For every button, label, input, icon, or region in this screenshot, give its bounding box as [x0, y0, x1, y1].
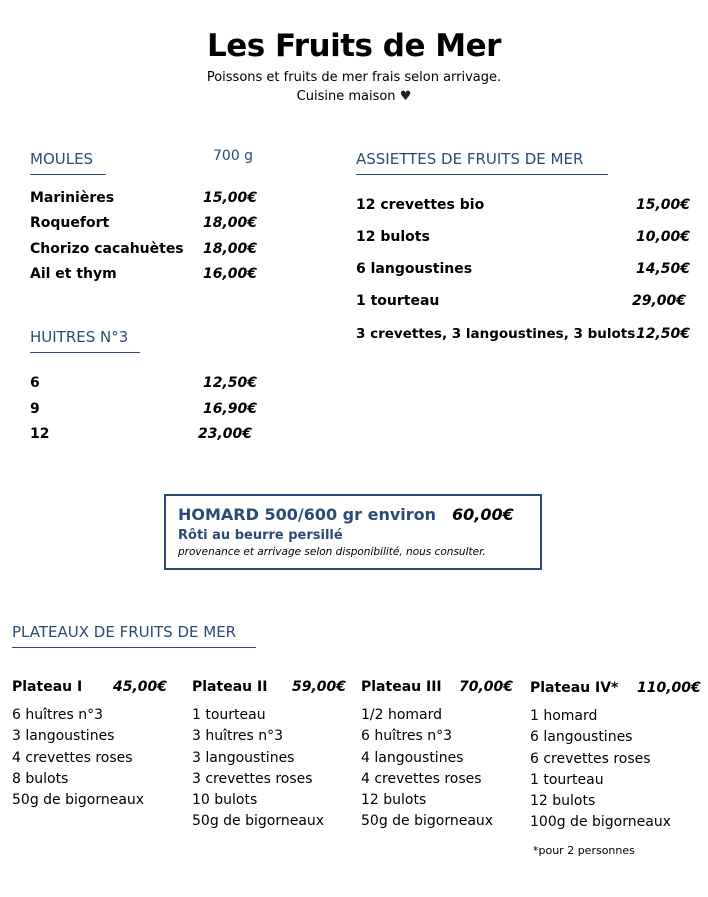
- assiettes-item-name: 1 tourteau: [356, 293, 440, 309]
- subtitle-line-1: Poissons et fruits de mer frais selon arrivage.: [206, 70, 502, 85]
- plateau-content-item: 12 bulots: [361, 792, 427, 809]
- plateau-content-item: 6 crevettes roses: [530, 750, 651, 767]
- plateau-content-item: 1 homard: [530, 708, 598, 724]
- moules-item-price: 16,00€: [203, 266, 258, 282]
- moules-heading: MOULES: [30, 150, 106, 175]
- plateau-content-item: 3 huîtres n°3: [192, 728, 284, 745]
- plateau-content-item: 100g de bigorneaux: [530, 814, 671, 831]
- plateau-name: Plateau III: [361, 679, 442, 695]
- plateau-contents: [361, 705, 493, 833]
- assiettes-item-name: 3 crevettes, 3 langoustines, 3 bulots: [356, 326, 636, 342]
- plateau-content-item: 50g de bigorneaux: [192, 813, 325, 830]
- heart-icon: ♥: [399, 89, 412, 104]
- plateau-price: 59,00€: [292, 679, 347, 695]
- assiettes-item-name: 6 langoustines: [356, 261, 473, 277]
- plateau-content-item: 6 langoustines: [530, 729, 633, 746]
- moules-item-name: Roquefort: [30, 215, 110, 231]
- plateau-content-item: 4 crevettes roses: [361, 770, 482, 787]
- plateau-content-item: 4 crevettes roses: [12, 749, 133, 766]
- plateau-name: Plateau I: [12, 679, 83, 695]
- plateau-contents: [530, 706, 671, 834]
- page-title: Les Fruits de Mer: [207, 28, 501, 64]
- plateau-content-item: 3 langoustines: [192, 749, 295, 766]
- assiettes-item-name: 12 bulots: [356, 229, 430, 245]
- moules-item-name: Chorizo cacahuètes: [30, 241, 184, 257]
- homard-title: HOMARD 500/600 gr environ: [178, 505, 437, 524]
- subtitle-line-2-text: Cuisine maison: [296, 89, 396, 104]
- moules-item-price: 18,00€: [203, 215, 258, 231]
- huitres-item-price: 16,90€: [203, 401, 258, 417]
- plateau-content-item: 6 huîtres n°3: [12, 707, 104, 723]
- moules-item-price: 15,00€: [203, 190, 258, 206]
- plateau-content-item: 1 tourteau: [192, 707, 266, 723]
- plateau-content-item: 8 bulots: [12, 770, 69, 787]
- homard-box: [164, 494, 542, 570]
- assiettes-item-price: 12,50€: [636, 326, 691, 342]
- assiettes-item-name: 12 crevettes bio: [356, 197, 485, 213]
- plateau-content-item: 50g de bigorneaux: [361, 813, 494, 830]
- huitres-heading: HUITRES N°3: [30, 328, 140, 353]
- homard-price: 60,00€: [452, 505, 514, 524]
- huitres-item-name: 6: [30, 375, 40, 391]
- page-subtitle: [0, 68, 708, 106]
- assiettes-item-price: 14,50€: [636, 261, 691, 277]
- plateau-name: Plateau II: [192, 679, 268, 695]
- assiettes-item-price: 29,00€: [632, 293, 687, 309]
- plateau-content-item: 12 bulots: [530, 793, 596, 810]
- plateau-price: 110,00€: [637, 680, 701, 696]
- plateau-price: 70,00€: [459, 679, 514, 695]
- plateau-contents: [192, 705, 324, 833]
- huitres-item-price: 23,00€: [198, 426, 253, 442]
- huitres-item-name: 12: [30, 426, 50, 442]
- plateau-content-item: 1/2 homard: [361, 707, 443, 723]
- moules-item-name: Marinières: [30, 190, 115, 206]
- plateau-contents: [12, 705, 144, 811]
- plateau-content-item: 3 crevettes roses: [192, 770, 313, 787]
- moules-item-name: Ail et thym: [30, 266, 117, 282]
- plateau-footnote: *pour 2 personnes: [533, 844, 635, 857]
- huitres-item-name: 9: [30, 401, 40, 417]
- assiettes-heading: ASSIETTES DE FRUITS DE MER: [356, 150, 608, 175]
- assiettes-item-price: 10,00€: [636, 229, 691, 245]
- huitres-item-price: 12,50€: [203, 375, 258, 391]
- subtitle-line-2: [0, 87, 708, 106]
- plateau-content-item: 3 langoustines: [12, 728, 115, 745]
- plateau-content-item: 1 tourteau: [530, 771, 604, 788]
- homard-note: provenance et arrivage selon disponibilité, nous consulter.: [178, 546, 486, 558]
- plateaux-heading: PLATEAUX DE FRUITS DE MER: [12, 623, 256, 648]
- plateau-price: 45,00€: [113, 679, 168, 695]
- moules-size: 700 g: [213, 148, 254, 164]
- moules-item-price: 18,00€: [203, 241, 258, 257]
- plateau-content-item: 10 bulots: [192, 792, 258, 809]
- plateau-name: Plateau IV*: [530, 680, 619, 696]
- plateau-content-item: 4 langoustines: [361, 749, 464, 766]
- assiettes-item-price: 15,00€: [636, 197, 691, 213]
- plateau-content-item: 6 huîtres n°3: [361, 728, 453, 745]
- homard-subtitle: Rôti au beurre persillé: [178, 528, 343, 543]
- plateau-content-item: 50g de bigorneaux: [12, 792, 145, 809]
